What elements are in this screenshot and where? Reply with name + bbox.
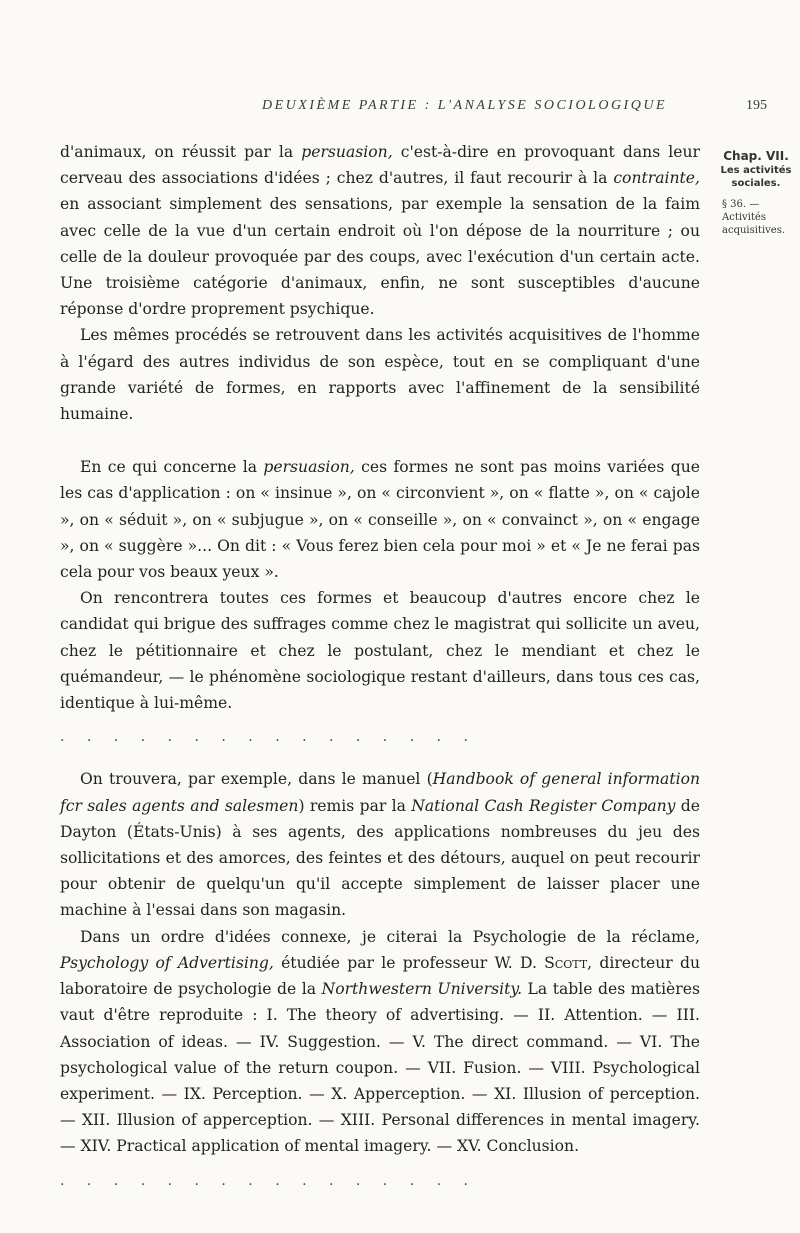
- paragraph-5: [60, 766, 700, 923]
- text-run: Dans un ordre d'idées connexe, je citerai la Psychologie de la réclame,: [80, 927, 700, 946]
- running-header: DEUXIÈME PARTIE : L'ANALYSE SOCIOLOGIQUE: [262, 98, 667, 113]
- margin-chapter-title: Les activités sociales.: [720, 165, 792, 189]
- text-run: c'est-à-dire en provoquant dans leur cerveau des associations d'idées ; chez d'autres, il faut recourir à la: [60, 143, 700, 188]
- text-run: ) remis par la: [298, 796, 412, 815]
- italic-institution: Northwestern University.: [321, 980, 523, 999]
- text-run: en associant simplement des sensations, par exemple la sensation de la faim avec celle de la vue d'un certain endroit où l'on dépose de la nourriture ; ou celle de la douleur provoquée par des coups, avec l'exécution d'un certain acte. Une troisième catégorie d'animaux, enfin, ne sont susceptibles d'aucune réponse d'ordre proprement psychique.: [60, 195, 700, 319]
- ellipsis-separator: . . . . . . . . . . . . . . . .: [60, 729, 477, 746]
- paragraph-6: [60, 924, 700, 1160]
- author-name: Scott: [544, 953, 588, 972]
- body-text: [60, 139, 700, 1210]
- paragraph-3: [60, 454, 700, 585]
- text-run: La table des matières vaut d'être reproduite : I. The theory of advertising. — II. Attention. — III. Association of ideas. — IV. Suggestion. — V. The direct command. — VI. The psychological value of the return coupon. — VII. Fusion. — VIII. Psychological experiment. — IX. Perception. — X. Apperception. — XI. Illusion of perception. — XII. Illusion of apperception. — XIII. Personal differences in mental imagery. — XIV. Practical application of mental imagery. — XV. Conclusion.: [60, 980, 700, 1156]
- paragraph-2: Les mêmes procédés se retrouvent dans les activités acquisitives de l'homme à l'égard des autres individus de son espèce, tout en se compliquant d'une grande variété de formes, en rapports avec l'affinement de la sensibilité humaine.: [60, 326, 700, 424]
- italic-company: National Cash Register Company: [411, 796, 676, 815]
- italic-term: persuasion,: [263, 458, 355, 477]
- text-run: On trouvera, par exemple, dans le manuel (: [80, 770, 433, 789]
- margin-chapter: Chap. VII.: [723, 149, 789, 163]
- paragraph-1: [60, 139, 700, 322]
- italic-title: Psychology of Advertising,: [60, 953, 274, 972]
- italic-term: persuasion,: [301, 143, 393, 161]
- text-run: étudiée par le professeur W. D.: [273, 953, 545, 972]
- text-run: , directeur du laboratoire de psychologie de la: [60, 953, 700, 999]
- paragraph-4: On rencontrera toutes ces formes et beaucoup d'autres encore chez le candidat qui brigue des suffrages comme chez le magistrat qui sollicite un aveu, chez le pétitionnaire et chez le postulant, chez le mendiant et chez le quémandeur, — le phénomène sociologique restant d'ailleurs, dans tous ces cas, identique à lui-même.: [60, 589, 700, 713]
- text-run: de Dayton (États-Unis) à ses agents, des applications nombreuses du jeu des sollicitations et des amorces, des feintes et des détours, auquel on peut recourir pour obtenir de quelqu'un qu'il accepte simplement de laisser placer une machine à l'essai dans son magasin.: [60, 796, 701, 920]
- ellipsis-separator: . . . . . . . . . . . . . . . .: [60, 1172, 477, 1189]
- text-run: En ce qui concerne la: [80, 458, 264, 477]
- margin-section: § 36. — Activités acquisitives.: [722, 199, 786, 236]
- text-run: d'animaux, on réussit par la: [60, 143, 302, 161]
- margin-note: [718, 148, 794, 237]
- italic-title: Handbook of general information fcr sales agents and salesmen: [60, 770, 701, 815]
- italic-term: contrainte,: [613, 169, 700, 188]
- page-number: 195: [746, 98, 767, 113]
- text-run: ces formes ne sont pas moins variées que les cas d'application : on « insinue », on « circonvient », on « flatte », on « cajole », on « séduit », on « subjugue », on « conseille », on « convainct », on « engage », on « suggère »... On dit : « Vous ferez bien cela pour moi » et « Je ne ferai pas cela pour vos beaux yeux ».: [60, 458, 700, 582]
